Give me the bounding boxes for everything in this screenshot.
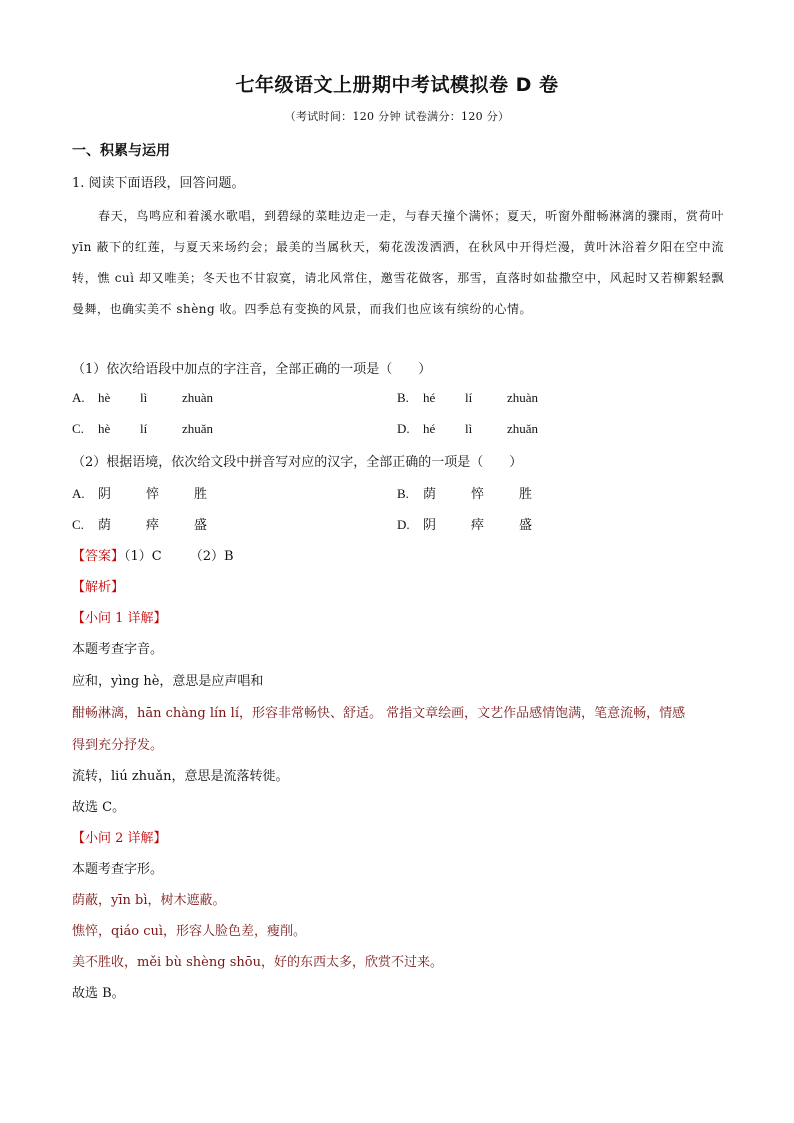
section-heading: 一、积累与运用 [72, 143, 170, 159]
option-item: lì [140, 390, 148, 405]
answer-part-1: （1）C [124, 549, 162, 564]
option-2a[interactable] [72, 483, 207, 502]
option-letter: B. [397, 486, 409, 501]
detail-2-label: 【小问 2 详解】 [72, 831, 167, 846]
detail-2-line: 本题考查字形。 [72, 862, 164, 877]
option-1d[interactable] [397, 421, 538, 437]
option-letter: C. [72, 421, 84, 436]
option-letter: B. [397, 390, 409, 405]
option-item: 盛 [519, 517, 533, 532]
option-item: hé [423, 390, 436, 405]
option-letter: D. [397, 517, 410, 532]
option-2b[interactable] [397, 483, 532, 502]
option-item: 胜 [519, 486, 533, 501]
option-1a[interactable] [72, 390, 213, 406]
answer-line [72, 545, 234, 564]
option-item: zhuàn [507, 390, 539, 405]
analysis-label: 【解析】 [72, 580, 125, 595]
subquestion-2-prompt: （2）根据语境，依次给文段中拼音写对应的汉字，全部正确的一项是（ ） [72, 455, 523, 470]
option-item: zhuàn [182, 390, 214, 405]
option-item: 瘁 [471, 517, 485, 532]
option-2d[interactable] [397, 514, 532, 533]
option-item: lí [140, 421, 148, 436]
detail-1-line: 得到充分抒发。 [72, 738, 164, 753]
detail-1-label: 【小问 1 详解】 [72, 611, 167, 626]
detail-2-line: 美不胜收，měi bù shèng shōu，好的东西太多，欣赏不过来。 [72, 955, 443, 970]
option-item: 阴 [98, 486, 112, 501]
subquestion-1-prompt: （1）依次给语段中加点的字注音，全部正确的一项是（ ） [72, 362, 432, 377]
option-item: 阴 [423, 517, 437, 532]
option-item: lí [465, 390, 473, 405]
detail-1-line: 流转，liú zhuǎn，意思是流落转徙。 [72, 769, 289, 784]
detail-2-line: 荫蔽，yīn bì，树木遮蔽。 [72, 893, 226, 908]
reading-passage: 春天，鸟鸣应和着溪水歌唱，到碧绿的菜畦边走一走，与春天撞个满怀；夏天，听窗外酣畅淋漓的骤雨，赏荷叶 yīn 蔽下的红莲，与夏天来场约会；最美的当属秋天，菊花泼泼洒洒，在秋风中开得烂漫，黄叶沐浴着夕阳在空中流转，憔 cuì 却又唯美；冬天也不甘寂寞，请北风常住，邀雪花做客，那雪，直落时如盐撒空中，风起时又若柳絮轻飘曼舞，也确实美不 shèng 收。四季总有变换的风景，而我们也应该有缤纷的心情。 [72, 209, 724, 316]
answer-label: 【答案】 [72, 549, 125, 564]
detail-2-line: 憔悴，qiáo cuì，形容人脸色差，瘦削。 [72, 924, 307, 939]
option-letter: A. [72, 486, 85, 501]
option-item: hè [98, 421, 111, 436]
option-1b[interactable] [397, 390, 538, 406]
detail-1-line: 应和，yìng hè，意思是应声唱和 [72, 674, 264, 689]
option-item: 荫 [423, 486, 437, 501]
page-title: 七年级语文上册期中考试模拟卷 D 卷 [235, 74, 559, 96]
option-item: hé [423, 421, 436, 436]
option-item: lì [465, 421, 473, 436]
option-1c[interactable] [72, 421, 213, 437]
option-item: 悴 [471, 486, 485, 501]
detail-1-line: 本题考查字音。 [72, 642, 164, 657]
option-item: zhuǎn [507, 421, 539, 436]
option-2c[interactable] [72, 514, 207, 533]
option-item: 胜 [194, 486, 208, 501]
answer-part-2: （2）B [189, 549, 234, 564]
detail-2-line: 故选 B。 [72, 986, 125, 1001]
option-item: zhuǎn [182, 421, 214, 436]
exam-info: （考试时间：120 分钟 试卷满分：120 分） [284, 110, 510, 123]
option-item: hè [98, 390, 111, 405]
option-item: 悴 [146, 486, 160, 501]
detail-1-line: 故选 C。 [72, 800, 126, 815]
detail-1-line: 酣畅淋漓，hān chàng lín lí，形容非常畅快、舒适。 常指文章绘画，文艺作品感情饱满，笔意流畅，情感 [72, 706, 686, 721]
option-item: 瘁 [146, 517, 160, 532]
question-stem: 1. 阅读下面语段，回答问题。 [72, 176, 245, 191]
option-item: 盛 [194, 517, 208, 532]
option-item: 荫 [98, 517, 112, 532]
option-letter: A. [72, 390, 85, 405]
option-letter: C. [72, 517, 84, 532]
option-letter: D. [397, 421, 410, 436]
